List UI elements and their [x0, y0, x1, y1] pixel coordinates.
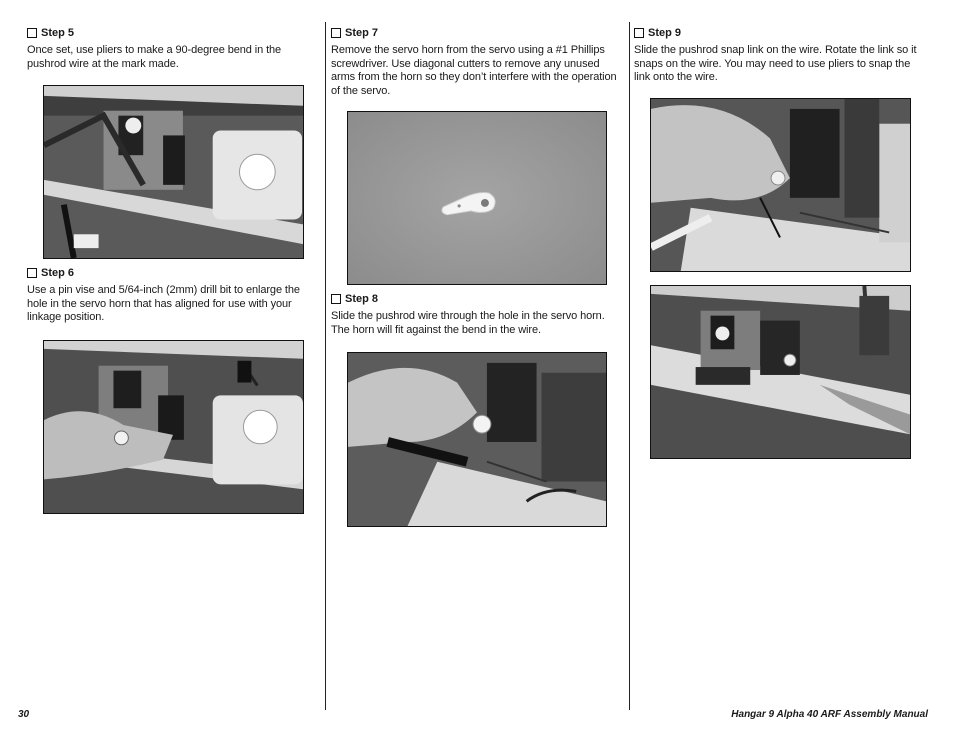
step-6-text: Use a pin vise and 5/64-inch (2mm) drill bit to enlarge the hole in the servo horn that has aligned for use with your linkage position.: [27, 284, 300, 324]
page-number: 30: [18, 709, 30, 720]
column-2: [331, 26, 617, 98]
step-8-photo: [347, 352, 607, 527]
step-9-photo-1: [650, 98, 911, 272]
checkbox-icon[interactable]: [331, 28, 341, 38]
column-3: [634, 26, 917, 85]
step-8-label: Step 8: [345, 293, 379, 305]
manual-title: Hangar 9 Alpha 40 ARF Assembly Manual: [731, 709, 928, 720]
checkbox-icon[interactable]: [27, 268, 37, 278]
checkbox-icon[interactable]: [331, 294, 341, 304]
step-5-label: Step 5: [41, 27, 75, 39]
step-7-heading: [331, 26, 611, 40]
step-6-photo: [43, 340, 304, 514]
step-9-text: Slide the pushrod snap link on the wire. Rotate the link so it snaps on the wire. You may need to use pliers to snap the link onto the wire.: [634, 44, 917, 84]
column-divider-right: [629, 22, 630, 710]
column-divider-left: [325, 22, 326, 710]
step-7-text: Remove the servo horn from the servo using a #1 Phillips screwdriver. Use diagonal cutters to remove any unused arms from the horn so they don’t interfere with the operation of the servo.: [331, 44, 617, 97]
step-9-label: Step 9: [648, 27, 682, 39]
step-9-heading: [634, 26, 914, 40]
column-2-step-8: [331, 292, 611, 337]
step-6-heading: [27, 266, 307, 280]
step-5-text: Once set, use pliers to make a 90-degree bend in the pushrod wire at the mark made.: [27, 44, 282, 70]
column-1-step-6: [27, 266, 307, 325]
column-1: [27, 26, 307, 71]
checkbox-icon[interactable]: [634, 28, 644, 38]
step-5-photo: [43, 85, 304, 259]
step-7-photo: [347, 111, 607, 285]
step-8-text: Slide the pushrod wire through the hole in the servo horn. The horn will fit against the bend in the wire.: [331, 310, 605, 336]
step-8-heading: [331, 292, 611, 306]
step-9-photo-2: [650, 285, 911, 459]
step-6-label: Step 6: [41, 267, 75, 279]
step-7-label: Step 7: [345, 27, 379, 39]
checkbox-icon[interactable]: [27, 28, 37, 38]
step-5-heading: [27, 26, 307, 40]
